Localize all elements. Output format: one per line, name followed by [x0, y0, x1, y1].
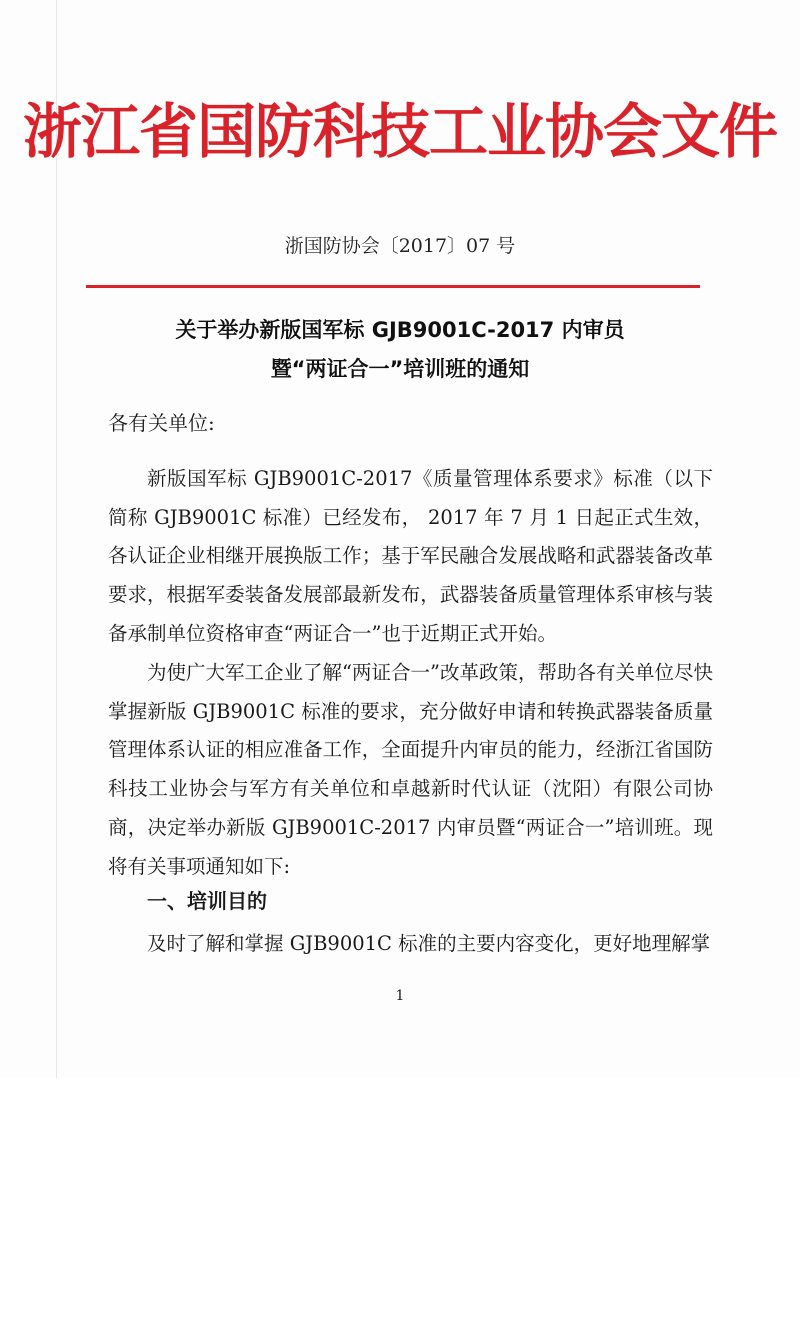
- salutation: 各有关单位:: [108, 411, 215, 435]
- body-paragraph-2: 为使广大军工企业了解“两证合一”改革政策，帮助各有关单位尽快掌握新版 GJB9001C 标准的要求，充分做好申请和转换武器装备质量管理体系认证的相应准备工作，全面提升内审员的能力，经浙江省国防科技工业协会与军方有关单位和卓越新时代认证（沈阳）有限公司协商，决定举办新版 GJB9001C-2017 内审员暨“两证合一”培训班。现将有关事项通知如下:: [108, 661, 713, 878]
- notice-title-line-1: 关于举办新版国军标 GJB9001C-2017 内审员: [175, 318, 625, 342]
- notice-title-line-2: 暨“两证合一”培训班的通知: [270, 357, 530, 381]
- red-divider-line: [86, 285, 700, 288]
- body-paragraph-3: 及时了解和掌握 GJB9001C 标准的主要内容变化，更好地理解掌: [147, 932, 711, 955]
- document-number: 浙国防协会〔2017〕07 号: [284, 235, 516, 257]
- section-heading-1: 一、培训目的: [147, 889, 267, 913]
- page-number: 1: [395, 988, 405, 1004]
- body-paragraph-1: 新版国军标 GJB9001C-2017《质量管理体系要求》标准（以下简称 GJB9001C 标准）已经发布， 2017 年 7 月 1 日起正式生效，各认证企业相继开展换版工作；基于军民融合发展战略和武器装备改革要求，根据军委装备发展部最新发布，武器装备质量管理体系审核与装备承制单位资格审查“两证合一”也于近期正式开始。: [108, 467, 713, 645]
- org-header-title: 浙江省国防科技工业协会文件: [22, 97, 777, 166]
